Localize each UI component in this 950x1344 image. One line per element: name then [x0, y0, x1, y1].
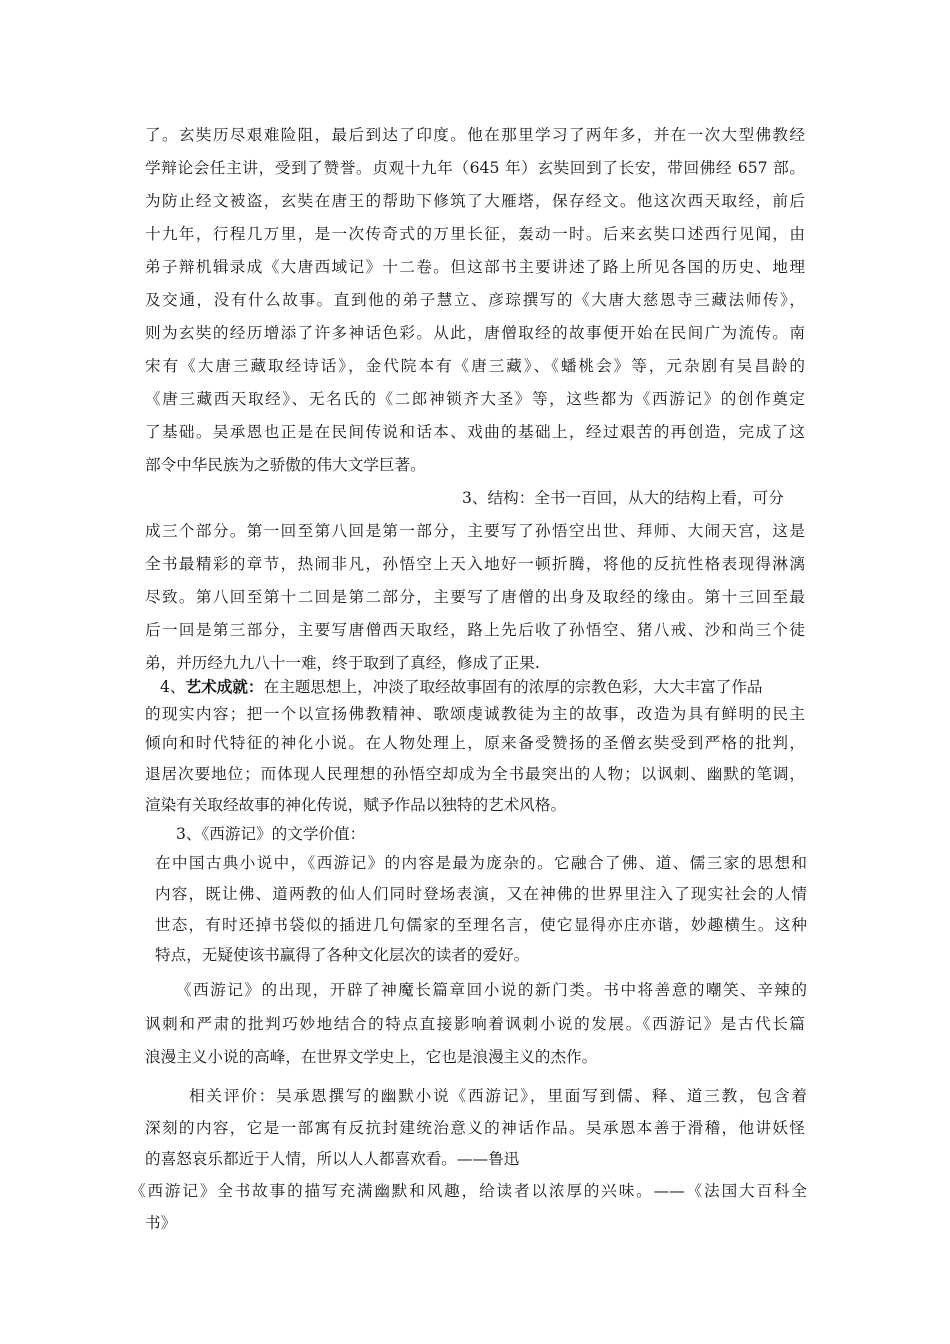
text-line: 及交通，没有什么故事。直到他的弟子慧立、彦琮撰写的《大唐大慈恩寺三藏法师传》，: [145, 291, 805, 309]
text-line: 讽刺和严肃的批判巧妙地结合的特点直接影响着讽刺小说的发展。《西游记》是古代长篇: [145, 1015, 805, 1033]
text-line: 部令中华民族为之骄傲的伟大文学巨著。: [145, 456, 426, 474]
text-line: 弟，并历经九九八十一难，终于取到了真经，修成了正果.: [145, 654, 540, 672]
text-line: 《西游记》全书故事的描写充满幽默和风趣，给读者以浓厚的兴味。——《法国大百科全: [130, 1182, 807, 1200]
text-line: 的现实内容；把一个以宣扬佛教精神、歌颂虔诚教徒为主的故事，改造为具有鲜明的民主: [145, 705, 805, 723]
text-line: 特点，无疑使该书赢得了各种文化层次的读者的爱好。: [155, 946, 530, 964]
text-line: 后一回是第三部分，主要写唐僧西天取经，路上先后收了孙悟空、猪八戒、沙和尚三个徒: [145, 621, 805, 639]
text-line: 为防止经文被盗，玄奘在唐王的帮助下修筑了大雁塔，保存经文。他这次西天取经，前后: [145, 192, 805, 210]
text-line: 成三个部分。第一回至第八回是第一部分，主要写了孙悟空出世、拜师、大闹天宫，这是: [145, 522, 805, 540]
art-achievement-paragraph-first-line: [160, 674, 810, 700]
text-line: 学辩论会任主讲，受到了赞誉。贞观十九年（645 年）玄奘回到了长安，带回佛经 657 部。: [145, 159, 805, 177]
text-line: 退居次要地位；而体现人民理想的孙悟空却成为全书最突出的人物；以讽刺、幽默的笔调，: [145, 765, 805, 783]
text-line: 了。玄奘历尽艰难险阻，最后到达了印度。他在那里学习了两年多，并在一次大型佛教经: [145, 126, 805, 144]
section-number: 4、: [160, 678, 186, 696]
text-line: 弟子辩机辑录成《大唐西域记》十二卷。但这部书主要讲述了路上所见各国的历史、地理: [145, 258, 805, 276]
text-line: 十九年，行程几万里，是一次传奇式的万里长征，轰动一时。后来玄奘口述西行见闻，由: [145, 225, 805, 243]
text-line: 深刻的内容，它是一部寓有反抗封建统治意义的神话作品。吴承恩本善于滑稽，他讲妖怪: [145, 1119, 805, 1137]
text-line: 书》: [145, 1214, 177, 1232]
text-line: 了基础。吴承恩也正是在民间传说和话本、戏曲的基础上，经过艰苦的再创造，完成了这: [145, 423, 805, 441]
art-achievement-heading: 艺术成就：: [185, 677, 264, 696]
literary-value-heading: 3、《西游记》的文学价值：: [176, 825, 366, 843]
text-line: 则为玄奘的经历增添了许多神话色彩。从此，唐僧取经的故事便开始在民间广为流传。南: [145, 324, 805, 342]
text-line: 相关评价：吴承恩撰写的幽默小说《西游记》，里面写到儒、释、道三教，包含着: [189, 1087, 807, 1105]
text-line: 尽致。第八回至第十二回是第二部分，主要写了唐僧的出身及取经的缘由。第十三回至最: [145, 588, 805, 606]
text-line: 《唐三藏西天取经》、无名氏的《二郎神锁齐大圣》等，这些都为《西游记》的创作奠定: [145, 390, 805, 408]
text-line: 宋有《大唐三藏取经诗话》，金代院本有《唐三藏》、《蟠桃会》等，元杂剧有吴昌龄的: [145, 357, 805, 375]
text-line: 渲染有关取经故事的神化传说，赋予作品以独特的艺术风格。: [145, 796, 567, 814]
text-line: 《西游记》的出现，开辟了神魔长篇章回小说的新门类。书中将善意的嘲笑、辛辣的: [176, 981, 807, 999]
text-line: 内容，既让佛、道两教的仙人们同时登场表演，又在神佛的世界里注入了现实社会的人情: [155, 885, 807, 903]
section-structure-heading: 3、结构：全书一百回，从大的结构上看，可分: [462, 489, 784, 507]
text-line: 浪漫主义小说的高峰，在世界文学史上，它也是浪漫主义的杰作。: [145, 1048, 598, 1066]
text-line: 世态，有时还掉书袋似的插进几句儒家的至理名言，使它显得亦庄亦谐，妙趣横生。这种: [155, 916, 807, 934]
text-line: 的喜怒哀乐都近于人情，所以人人都喜欢看。——鲁迅: [145, 1150, 520, 1168]
text-line: 倾向和时代特征的神化小说。在人物处理上，原来备受赞扬的圣僧玄奘受到严格的批判，: [145, 734, 805, 752]
text-line: 全书最精彩的章节，热闹非凡，孙悟空上天入地好一顿折腾，将他的反抗性格表现得淋漓: [145, 555, 805, 573]
text-line: 在中国古典小说中，《西游记》的内容是最为庞杂的。它融合了佛、道、儒三家的思想和: [155, 854, 807, 872]
text-span: 在主题思想上，冲淡了取经故事固有的浓厚的宗教色彩，大大丰富了作品: [263, 678, 763, 696]
